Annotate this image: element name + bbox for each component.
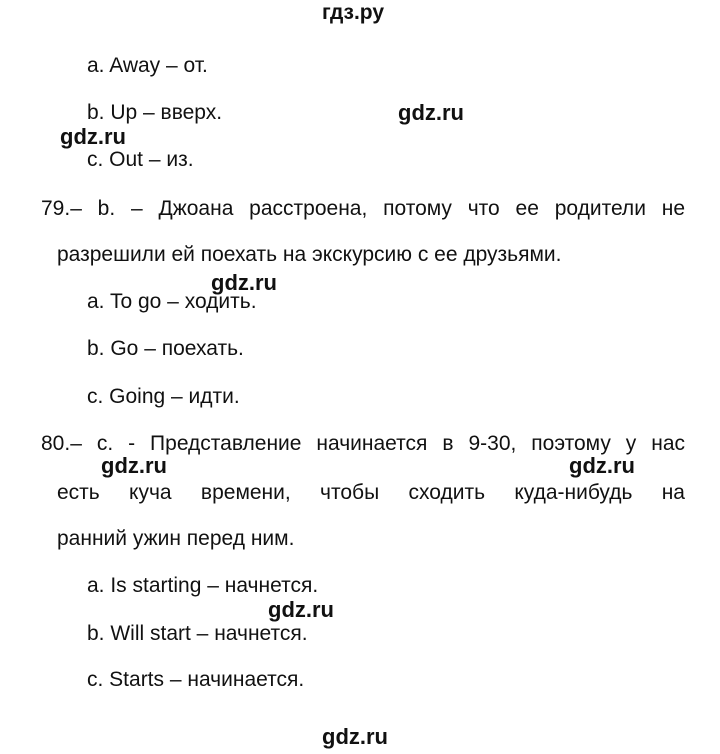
q79-option-a: a. To go – ходить.: [87, 290, 257, 313]
q78-option-a: a. Away – от.: [87, 54, 208, 77]
watermark-gdz: gdz.ru: [211, 270, 277, 295]
q78-option-b: b. Up – вверх.: [87, 101, 223, 124]
watermark-gdz: gdz.ru: [101, 453, 167, 478]
q79-option-c: c. Going – идти.: [87, 385, 240, 408]
q79-option-b: b. Go – поехать.: [87, 337, 244, 360]
watermark-gdz: gdz.ru: [268, 597, 334, 622]
q78-option-c: c. Out – из.: [87, 148, 194, 171]
watermark-gdz: gdz.ru: [398, 100, 464, 125]
footer-watermark: gdz.ru: [322, 724, 388, 749]
q79-line-2: разрешили ей поехать на экскурсию с ее друзьями.: [57, 243, 562, 266]
q80-option-b: b. Will start – начнется.: [87, 622, 308, 645]
q80-option-c: c. Starts – начинается.: [87, 668, 305, 691]
q79-line-1: 79.– b. – Джоана расстроена, потому что ее родители не: [41, 197, 685, 220]
q80-line-3: ранний ужин перед ним.: [57, 527, 295, 550]
watermark-gdz: gdz.ru: [569, 453, 635, 478]
q80-option-a: a. Is starting – начнется.: [87, 574, 319, 597]
site-title: гдз.ру: [322, 1, 385, 24]
watermark-gdz: gdz.ru: [60, 124, 126, 149]
q80-line-2: есть куча времени, чтобы сходить куда-нибудь на: [57, 481, 685, 504]
q80-line-1: 80.– c. - Представление начинается в 9-30, поэтому у нас: [41, 432, 685, 455]
